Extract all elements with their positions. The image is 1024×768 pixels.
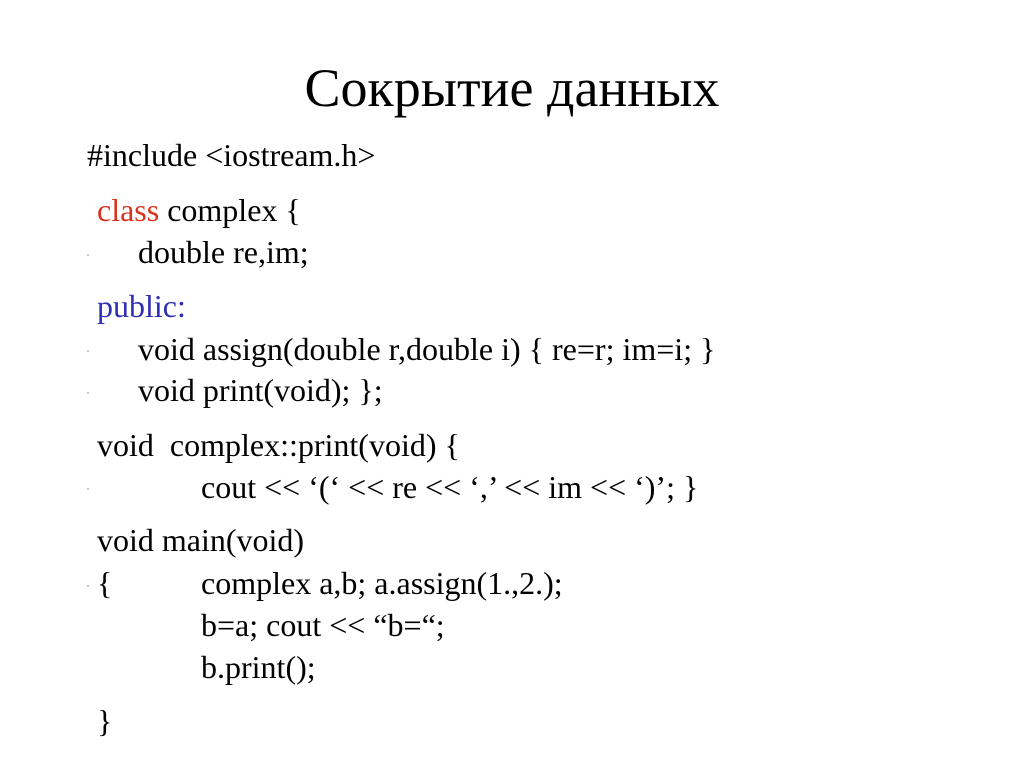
bullet-marker (87, 585, 89, 587)
code-line-public-label: public: (97, 288, 186, 324)
slide-title: Сокрытие данных (304, 58, 720, 118)
code-line-main-declaration: void main(void) (97, 522, 305, 558)
class-declaration-rest: complex { (159, 192, 301, 228)
code-line-main-open-brace: { (97, 565, 113, 601)
code-line-print-definition: void complex::print(void) { (97, 427, 460, 463)
code-line-include: #include <iostream.h> (87, 137, 376, 173)
code-line-main-statement-1: complex a,b; a.assign(1.,2.); (201, 565, 563, 601)
bullet-marker (87, 350, 89, 352)
bullet-marker (87, 392, 89, 394)
code-line-main-statement-3: b.print(); (201, 649, 316, 685)
class-keyword: class (97, 192, 160, 228)
code-line-member-vars: double re,im; (138, 234, 309, 270)
code-line-main-close-brace: } (97, 703, 113, 739)
code-line-print-body: cout << ‘(‘ << re << ‘,’ << im << ‘)’; } (201, 469, 699, 505)
bullet-marker (87, 254, 89, 256)
code-line-class-declaration (97, 190, 301, 230)
code-line-main-statement-2: b=a; cout << “b=“; (201, 607, 445, 643)
code-line-assign-method: void assign(double r,double i) { re=r; im=i; } (138, 331, 716, 367)
bullet-marker (87, 488, 89, 490)
code-line-print-declaration: void print(void); }; (138, 372, 383, 408)
